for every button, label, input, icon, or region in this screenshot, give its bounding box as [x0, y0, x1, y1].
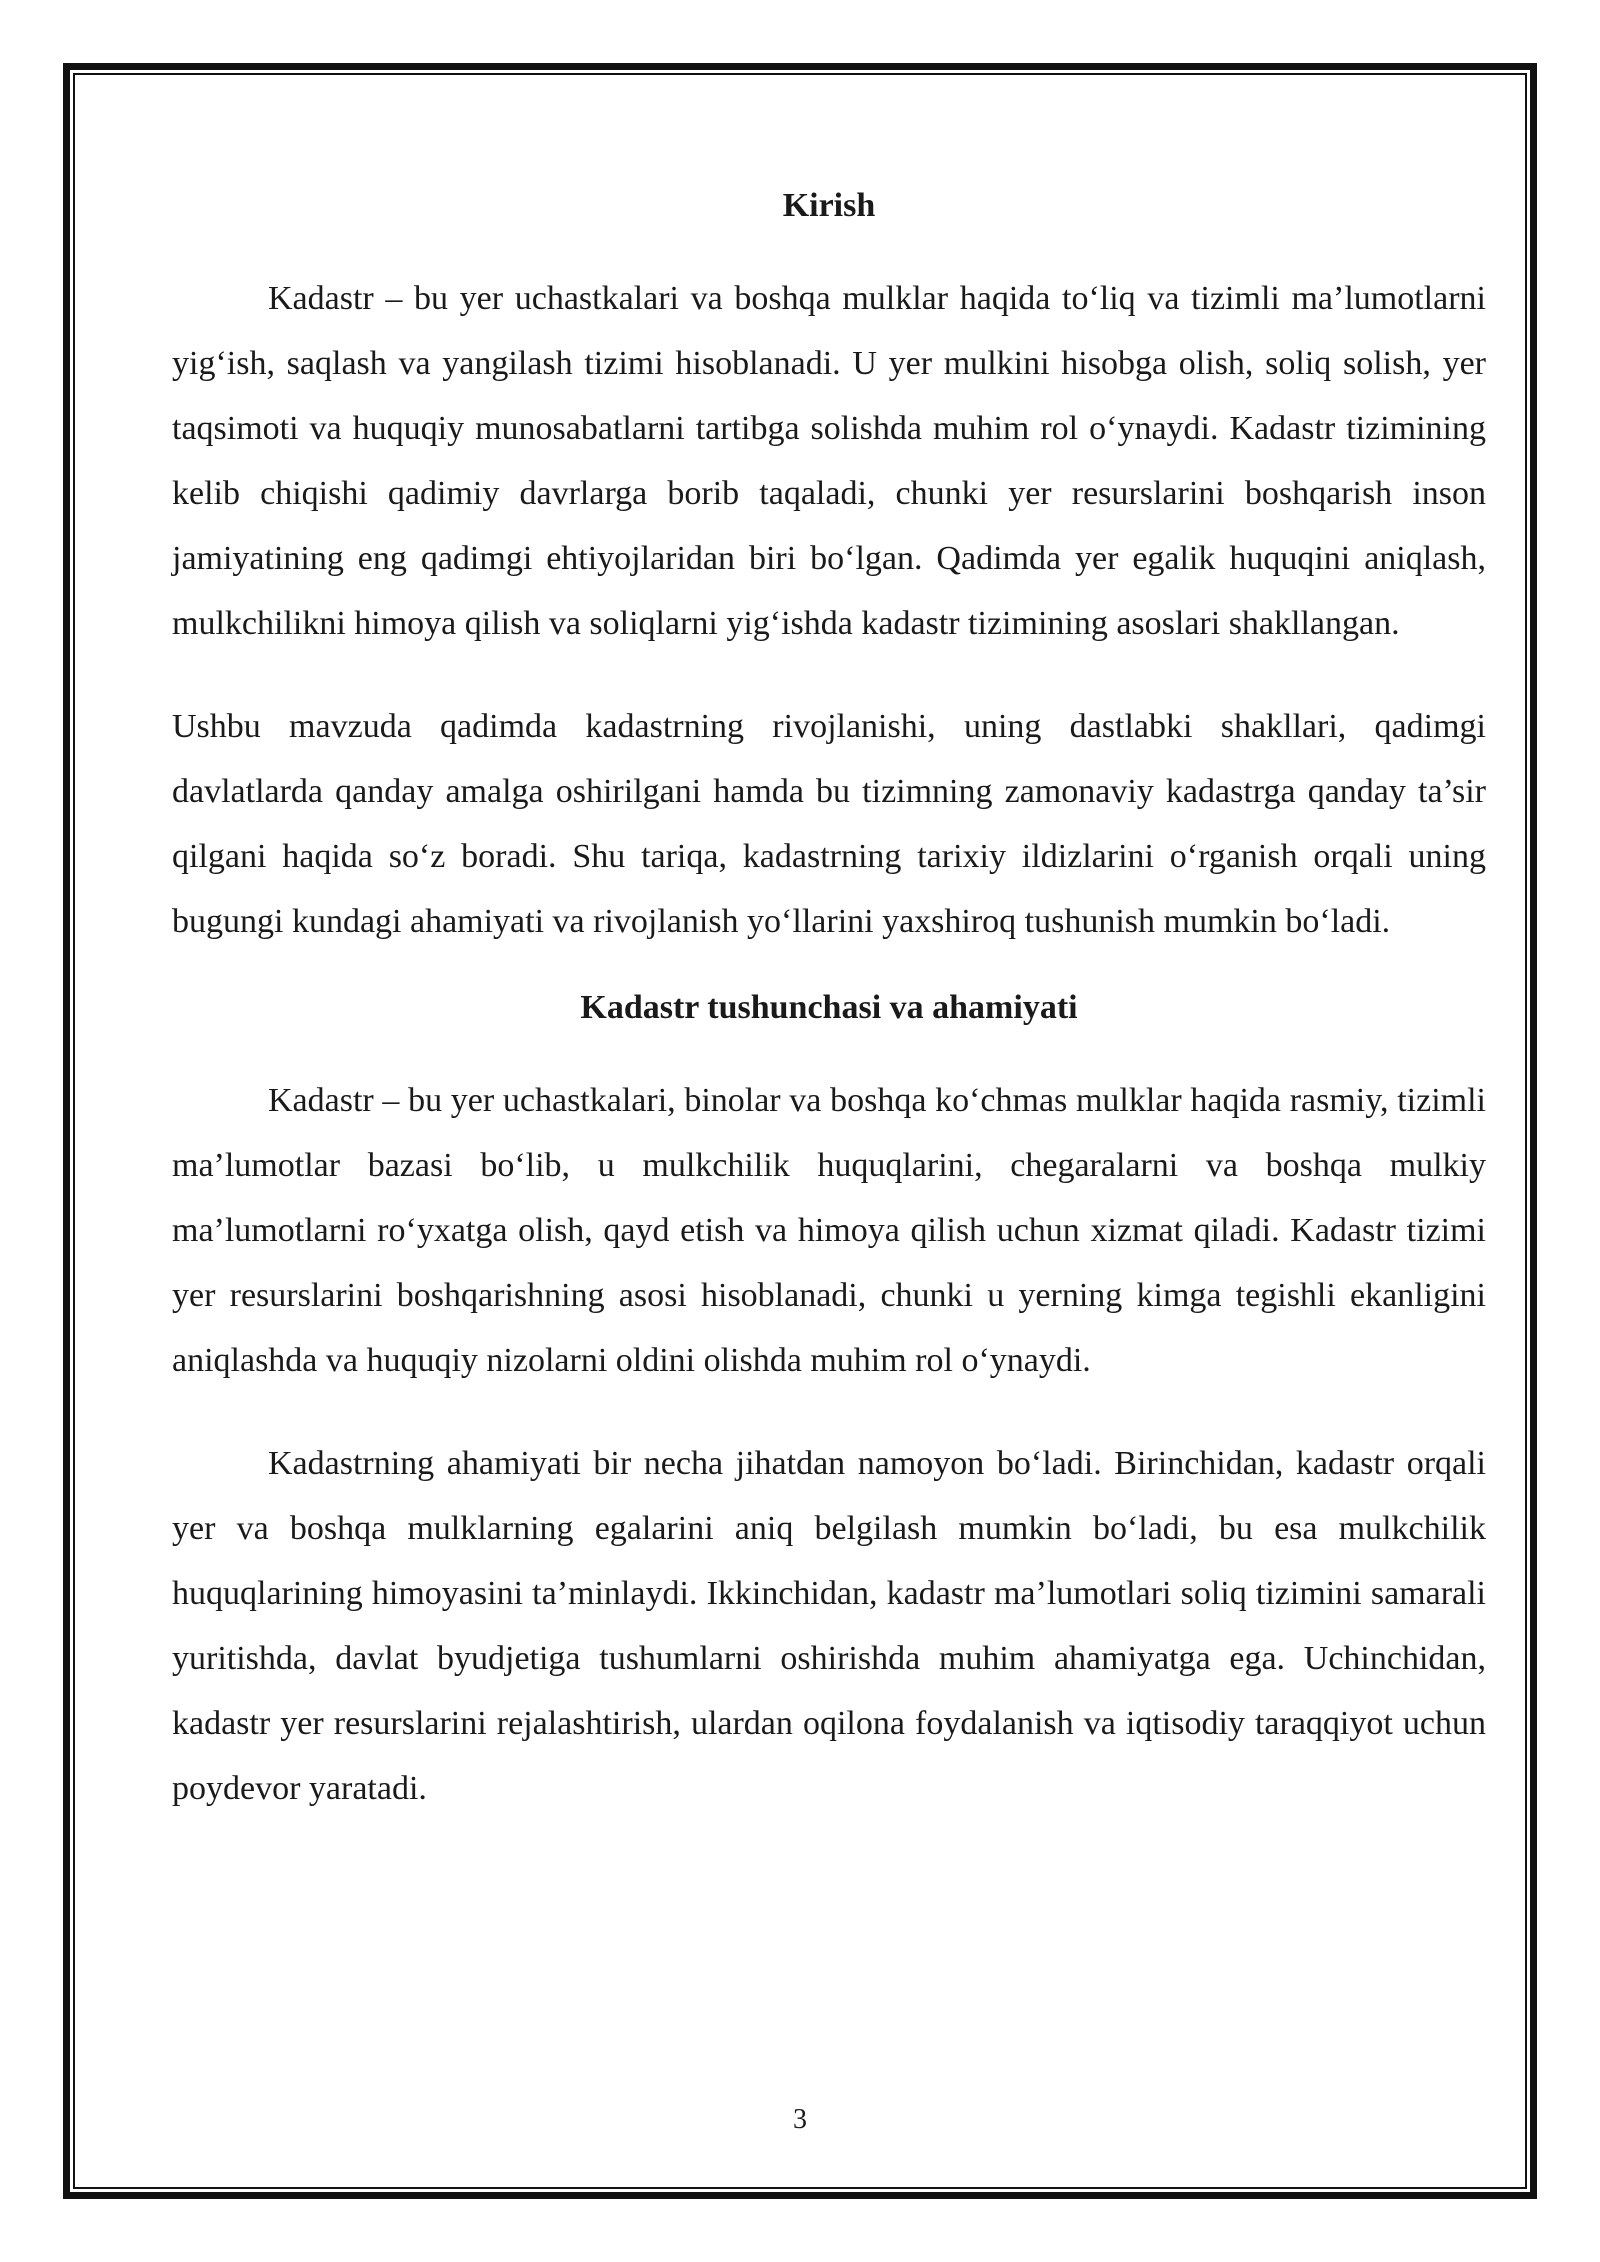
- document-body: [172, 186, 1486, 1821]
- intro-paragraph-2: Ushbu mavzuda qadimda kadastrning rivojlanishi, uning dastlabki shakllari, qadimgi davlatlarda qanday amalga oshirilgani hamda bu tizimning zamonaviy kadastrga qanday ta’sir qilgani haqida so‘z boradi. Shu tariqa, kadastrning tarixiy ildizlarini o‘rganish orqali uning bugungi kundagi ahamiyati va rivojlanish yo‘llarini yaxshiroq tushunish mumkin bo‘ladi.: [172, 708, 1486, 940]
- heading-section: Kadastr tushunchasi va ahamiyati: [580, 989, 1078, 1026]
- intro-paragraph-1: Kadastr – bu yer uchastkalari va boshqa mulklar haqida to‘liq va tizimli ma’lumotlarni yig‘ish, saqlash va yangilash tizimi hisoblanadi. U yer mulkini hisobga olish, soliq solish, yer taqsimoti va huquqiy munosabatlarni tartibga solishda muhim rol o‘ynaydi. Kadastr tizimining kelib chiqishi qadimiy davrlarga borib taqaladi, chunki yer resurslarini boshqarish inson jamiyatining eng qadimgi ehtiyojlaridan biri bo‘lgan. Qadimda yer egalik huquqini aniqlash, mulkchilikni himoya qilish va soliqlarni yig‘ishda kadastr tizimining asoslari shakllangan.: [172, 280, 1486, 642]
- page-number: 3: [793, 2104, 807, 2135]
- heading-intro: Kirish: [782, 187, 876, 224]
- section-paragraph-1: Kadastr – bu yer uchastkalari, binolar va boshqa ko‘chmas mulklar haqida rasmiy, tizimli ma’lumotlar bazasi bo‘lib, u mulkchilik huquqlarini, chegaralarni va boshqa mulkiy ma’lumotlarni ro‘yxatga olish, qayd etish va himoya qilish uchun xizmat qiladi. Kadastr tizimi yer resurslarini boshqarishning asosi hisoblanadi, chunki u yerning kimga tegishli ekanligini aniqlashda va huquqiy nizolarni oldini olishda muhim rol o‘ynaydi.: [172, 1082, 1486, 1379]
- section-paragraph-2: Kadastrning ahamiyati bir necha jihatdan namoyon bo‘ladi. Birinchidan, kadastr orqali yer va boshqa mulklarning egalarini aniq belgilash mumkin bo‘ladi, bu esa mulkchilik huquqlarining himoyasini ta’minlaydi. Ikkinchidan, kadastr ma’lumotlari soliq tizimini samarali yuritishda, davlat byudjetiga tushumlarni oshirishda muhim ahamiyatga ega. Uchinchidan, kadastr yer resurslarini rejalashtirish, ulardan oqilona foydalanish va iqtisodiy taraqqiyot uchun poydevor yaratadi.: [172, 1445, 1486, 1807]
